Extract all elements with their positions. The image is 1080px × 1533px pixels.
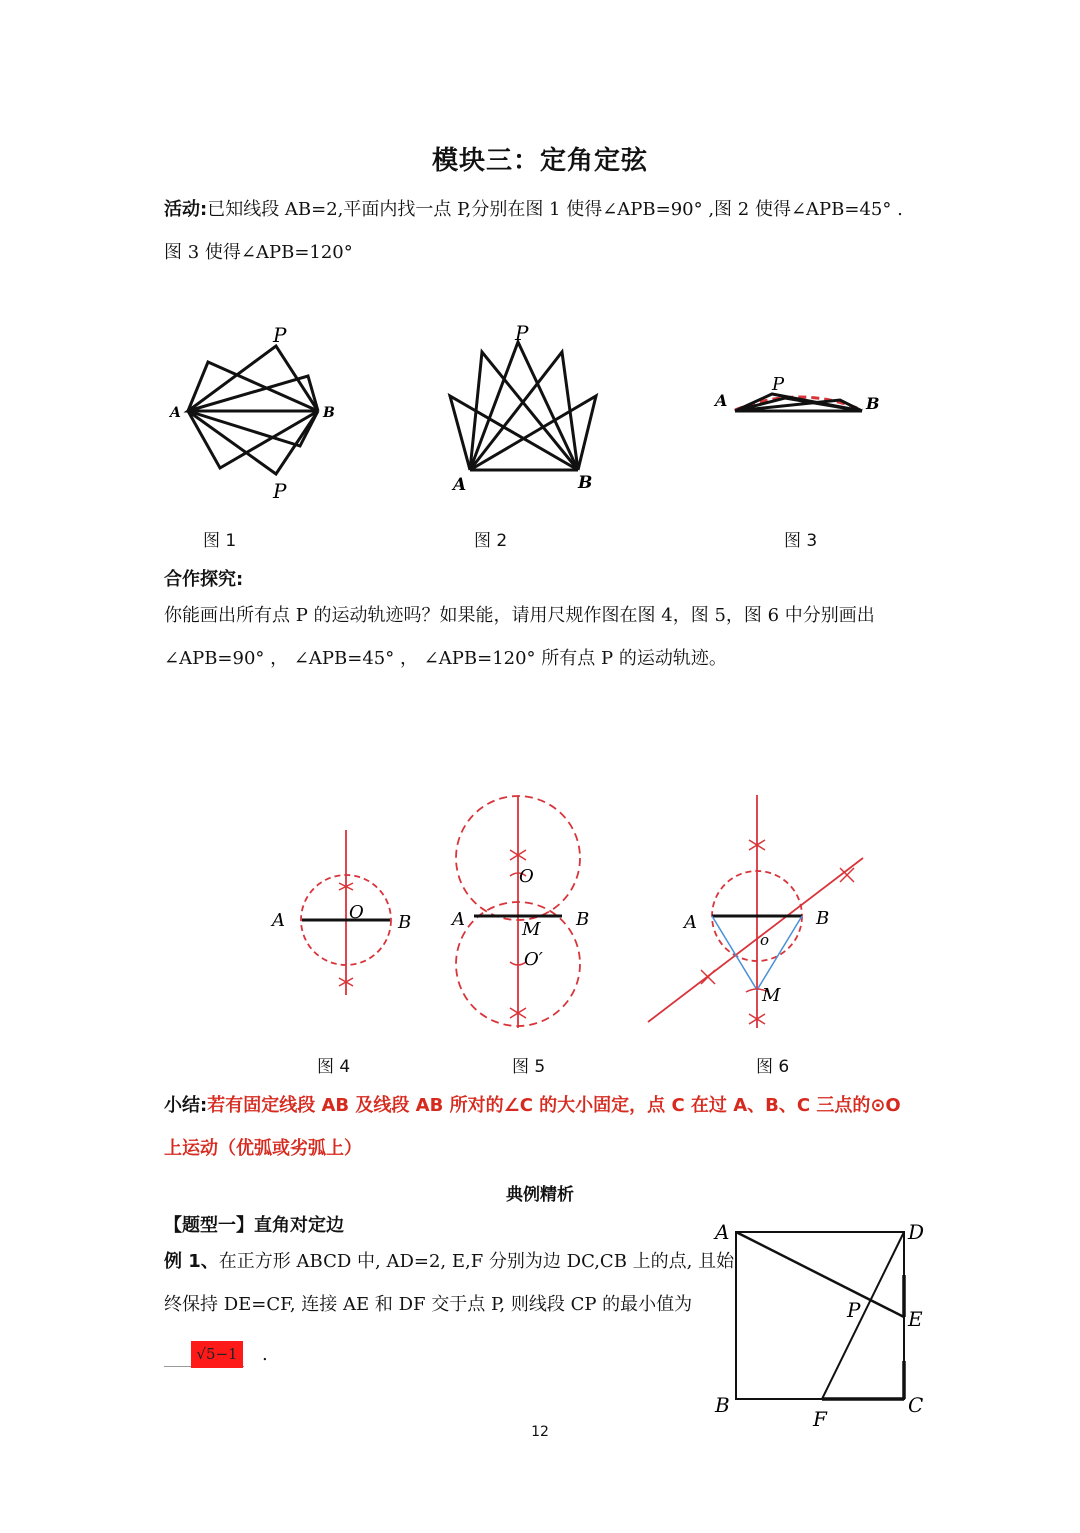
- figure-6-drawing: [648, 795, 863, 1028]
- figures-1-3: [160, 318, 900, 508]
- square-diagram: [705, 1215, 935, 1430]
- sq-label-e: E: [908, 1307, 923, 1331]
- cooperate-line-2: ∠APB=90° ， ∠APB=45° ， ∠APB=120° 所有点 P 的运动轨迹。: [164, 648, 727, 669]
- fig3-label-p: P: [772, 374, 785, 395]
- fig5-label-o-prime: O′: [524, 949, 543, 970]
- caption-fig1: 图 1: [203, 531, 237, 551]
- fig2-label-a: A: [453, 475, 467, 495]
- caption-fig5: 图 5: [512, 1057, 546, 1077]
- fig6-label-b: B: [816, 908, 830, 929]
- fig4-label-a: A: [272, 910, 285, 931]
- fig5-label-b: B: [576, 909, 590, 930]
- activity-line-2: 图 3 使得∠APB=120°: [164, 242, 353, 263]
- activity-text-1: 已知线段 AB=2,平面内找一点 P,分别在图 1 使得∠APB=90° ,图 2 使得∠APB=45° .: [207, 199, 903, 220]
- fig2-label-b: B: [578, 473, 593, 493]
- caption-fig2: 图 2: [474, 531, 508, 551]
- sq-label-p: P: [847, 1298, 861, 1322]
- caption-fig4: 图 4: [317, 1057, 351, 1077]
- figure-5-drawing: [456, 796, 580, 1028]
- sq-label-d: D: [908, 1220, 925, 1244]
- figure-2-drawing: [450, 342, 596, 470]
- type-heading: 【题型一】直角对定边: [164, 1215, 344, 1236]
- answer-highlight: √5−1: [191, 1341, 243, 1368]
- fig5-label-o: O: [519, 866, 534, 887]
- cooperate-label: 合作探究:: [164, 569, 244, 590]
- summary-label: 小结:: [164, 1095, 208, 1116]
- caption-fig3: 图 3: [784, 531, 818, 551]
- section-heading: 典例精析: [506, 1185, 574, 1205]
- fig5-label-m: M: [522, 919, 541, 940]
- example-text-1: 在正方形 ABCD 中, AD=2, E,F 分别为边 DC,CB 上的点, 且始: [218, 1251, 735, 1272]
- page-title: 模块三：定角定弦: [431, 146, 648, 176]
- summary-text-1: 若有固定线段 AB 及线段 AB 所对的∠C 的大小固定，点 C 在过 A、B、C 三点的⊙O: [207, 1095, 901, 1116]
- summary-line-1: [164, 1084, 901, 1127]
- activity-label: 活动:: [164, 199, 208, 220]
- figure-4-drawing: [301, 830, 391, 995]
- fig1-label-p-bottom: P: [273, 479, 287, 503]
- fig1-label-a: A: [170, 405, 181, 421]
- figures-4-6: [260, 790, 880, 1030]
- cooperate-line-1: 你能画出所有点 P 的运动轨迹吗？如果能，请用尺规作图在图 4，图 5，图 6 中分别画出: [164, 605, 875, 626]
- fig4-label-o: O: [349, 902, 364, 923]
- example-line-1: [164, 1240, 734, 1283]
- page-number: 12: [531, 1424, 549, 1440]
- fig3-label-a: A: [715, 391, 728, 410]
- fig1-label-b: B: [323, 405, 335, 421]
- fig1-label-p-top: P: [273, 323, 287, 347]
- sq-label-a: A: [715, 1220, 730, 1244]
- example-label: 例 1、: [164, 1251, 219, 1272]
- activity-line-1: [164, 188, 903, 231]
- summary-line-2: 上运动（优弧或劣弧上）: [164, 1138, 362, 1159]
- figure-1-drawing: [188, 346, 318, 474]
- fig3-label-b: B: [866, 394, 880, 413]
- fig6-label-m: M: [762, 985, 781, 1006]
- figure-3-drawing: [735, 394, 862, 411]
- fig5-label-a: A: [452, 909, 465, 930]
- caption-fig6: 图 6: [756, 1057, 790, 1077]
- fig4-label-b: B: [398, 912, 412, 933]
- fig6-label-a: A: [684, 912, 697, 933]
- sq-label-f: F: [813, 1407, 827, 1430]
- sq-label-b: B: [715, 1393, 730, 1417]
- example-line-2: 终保持 DE=CF, 连接 AE 和 DF 交于点 P, 则线段 CP 的最小值为: [164, 1294, 693, 1315]
- answer-period: .: [262, 1344, 268, 1365]
- fig2-label-p: P: [515, 321, 529, 345]
- sq-label-c: C: [908, 1393, 924, 1417]
- fig6-label-o: o: [760, 931, 770, 949]
